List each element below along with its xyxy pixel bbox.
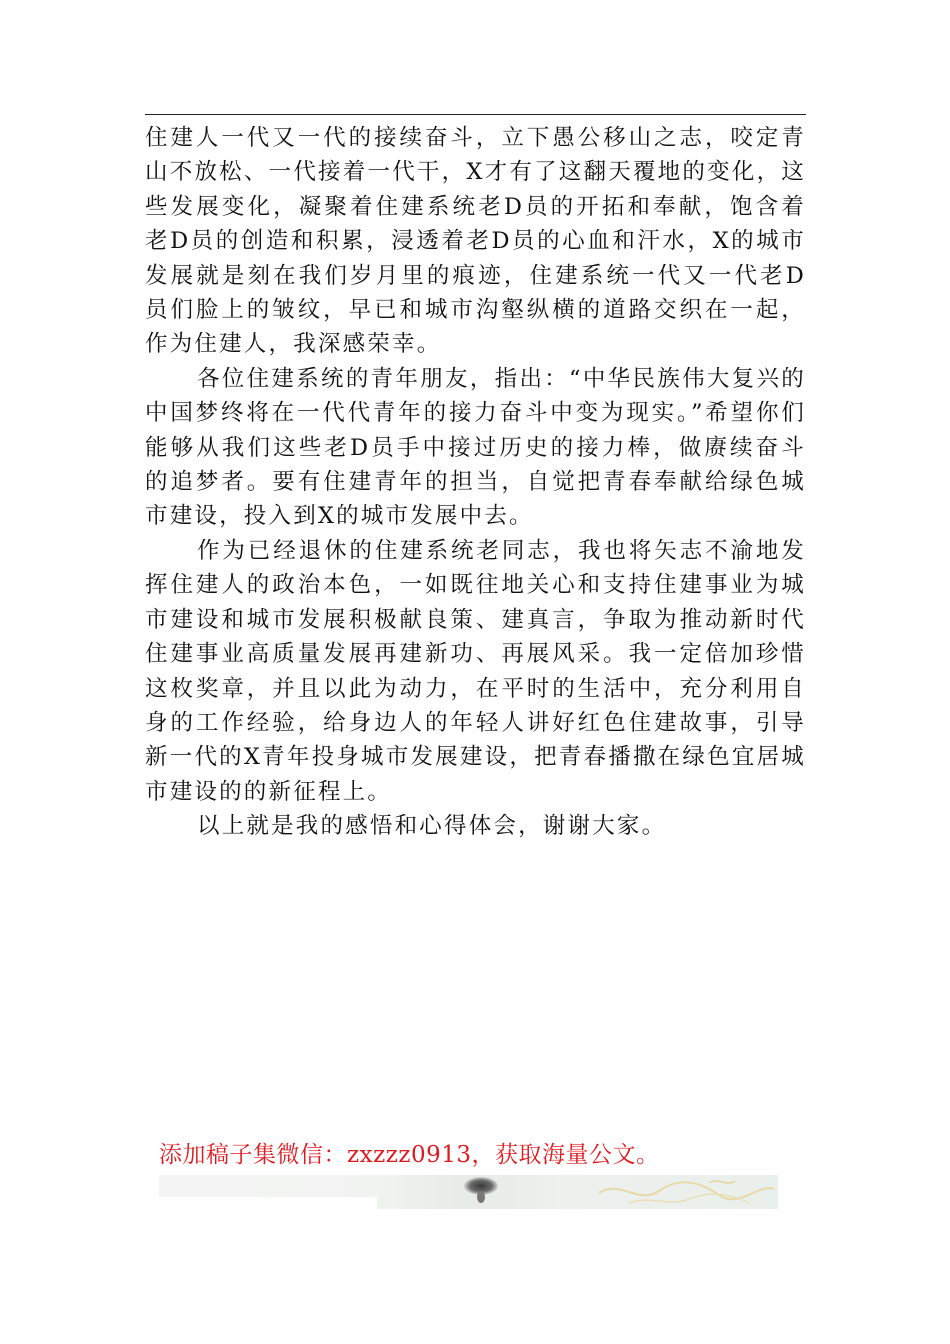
document-body xyxy=(145,121,806,844)
swirl-pattern-icon xyxy=(589,1175,778,1209)
paragraph-2: 各位住建系统的青年朋友，指出：“中华民族伟大复兴的中国梦终将在一代代青年的接力奋斗中变为现实。”希望你们能够从我们这些老D员手中接过历史的接力棒，做赓续奋斗的追梦者。要有住建青年的担当，自觉把青春奉献给绿色城市建设，投入到X的城市发展中去。 xyxy=(145,365,806,530)
paragraph-3: 作为已经退休的住建系统老同志，我也将矢志不渝地发挥住建人的政治本色，一如既往地关心和支持住建事业为城市建设和城市发展积极献良策、建真言，争取为推动新时代住建事业高质量发展再建新功、再展风采。我一定倍加珍惜这枚奖章，并且以此为动力，在平时的生活中，充分利用自身的工作经验，给身边人的年轻人讲好红色住建故事，引导新一代的X青年投身城市发展建设，把青春播撒在绿色宜居城市建设的的新征程上。 xyxy=(145,537,806,805)
header-rule xyxy=(145,114,806,115)
paragraph-4: 以上就是我的感悟和心得体会，谢谢大家。 xyxy=(197,813,667,840)
banner-blank-strip xyxy=(159,1197,377,1209)
footer-banner-image xyxy=(159,1175,778,1209)
paragraph-1: 住建人一代又一代的接续奋斗，立下愚公移山之志，咬定青山不放松、一代接着一代干，X才有了这翻天覆地的变化，这些发展变化，凝聚着住建系统老D员的开拓和奉献，饱含着老D员的创造和积累，浸透着老D员的心血和汗水，X的城市发展就是刻在我们岁月里的痕迹，住建系统一代又一代老D员们脸上的皱纹，早已和城市沟壑纵横的道路交织在一起，作为住建人，我深感荣幸。 xyxy=(145,125,806,358)
ink-drip-icon xyxy=(477,1191,485,1203)
footer-contact-note: 添加稿子集微信：zxzzz0913，获取海量公文。 xyxy=(159,1142,660,1168)
